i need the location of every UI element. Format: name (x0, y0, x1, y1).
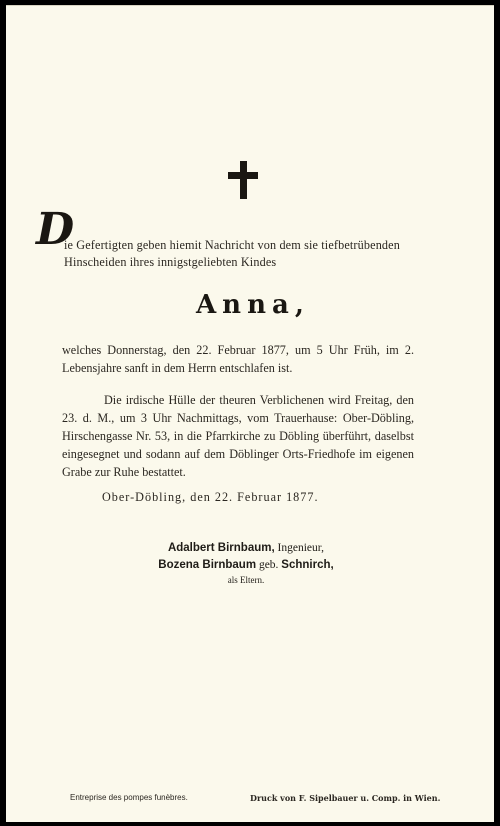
father-title: Ingenieur, (274, 542, 325, 554)
decorative-initial: D (36, 204, 75, 255)
obituary-card (6, 5, 494, 822)
mother-geb: geb. (256, 559, 282, 571)
mother-maiden-name: Schnirch, (281, 559, 334, 571)
death-paragraph: welches Donnerstag, den 22. Februar 1877, um 5 Uhr Früh, im 2. Lebensjahre sanft in dem Herrn entschlafen ist. (62, 343, 414, 375)
mother-line (126, 557, 366, 574)
father-name: Adalbert Birnbaum, (167, 542, 275, 554)
footer-printer: Druck von F. Sipelbauer u. Comp. in Wien. (250, 793, 441, 803)
footer-undertaker: Entreprise des pompes funèbres. (70, 793, 188, 802)
parents-role: als Eltern. (227, 575, 265, 585)
place-date: Ober-Döbling, den 22. Februar 1877. (102, 490, 319, 504)
mother-name: Bozena Birnbaum (158, 559, 257, 571)
deceased-name: Anna, (196, 290, 310, 320)
funeral-paragraph: Die irdische Hülle der theuren Verblichenen wird Freitag, den 23. d. M., um 3 Uhr Nachmittags, vom Trauerhause: Ober-Döbling, Hirschengasse Nr. 53, in die Pfarrkirche zu Döbling überführt, daselbst eingesegnet und sodann auf dem Döblinger Orts-Friedhofe im eigenen Grabe zur Ruhe bestattet. (62, 393, 414, 479)
intro-line-2: Hinscheiden ihres innigstgeliebten Kindes (64, 255, 277, 269)
signers-block (126, 540, 366, 586)
latin-cross-icon (228, 161, 258, 199)
father-line (126, 540, 366, 557)
intro-line-1: ie Gefertigten geben hiemit Nachricht von dem sie tiefbetrübenden (64, 238, 400, 252)
